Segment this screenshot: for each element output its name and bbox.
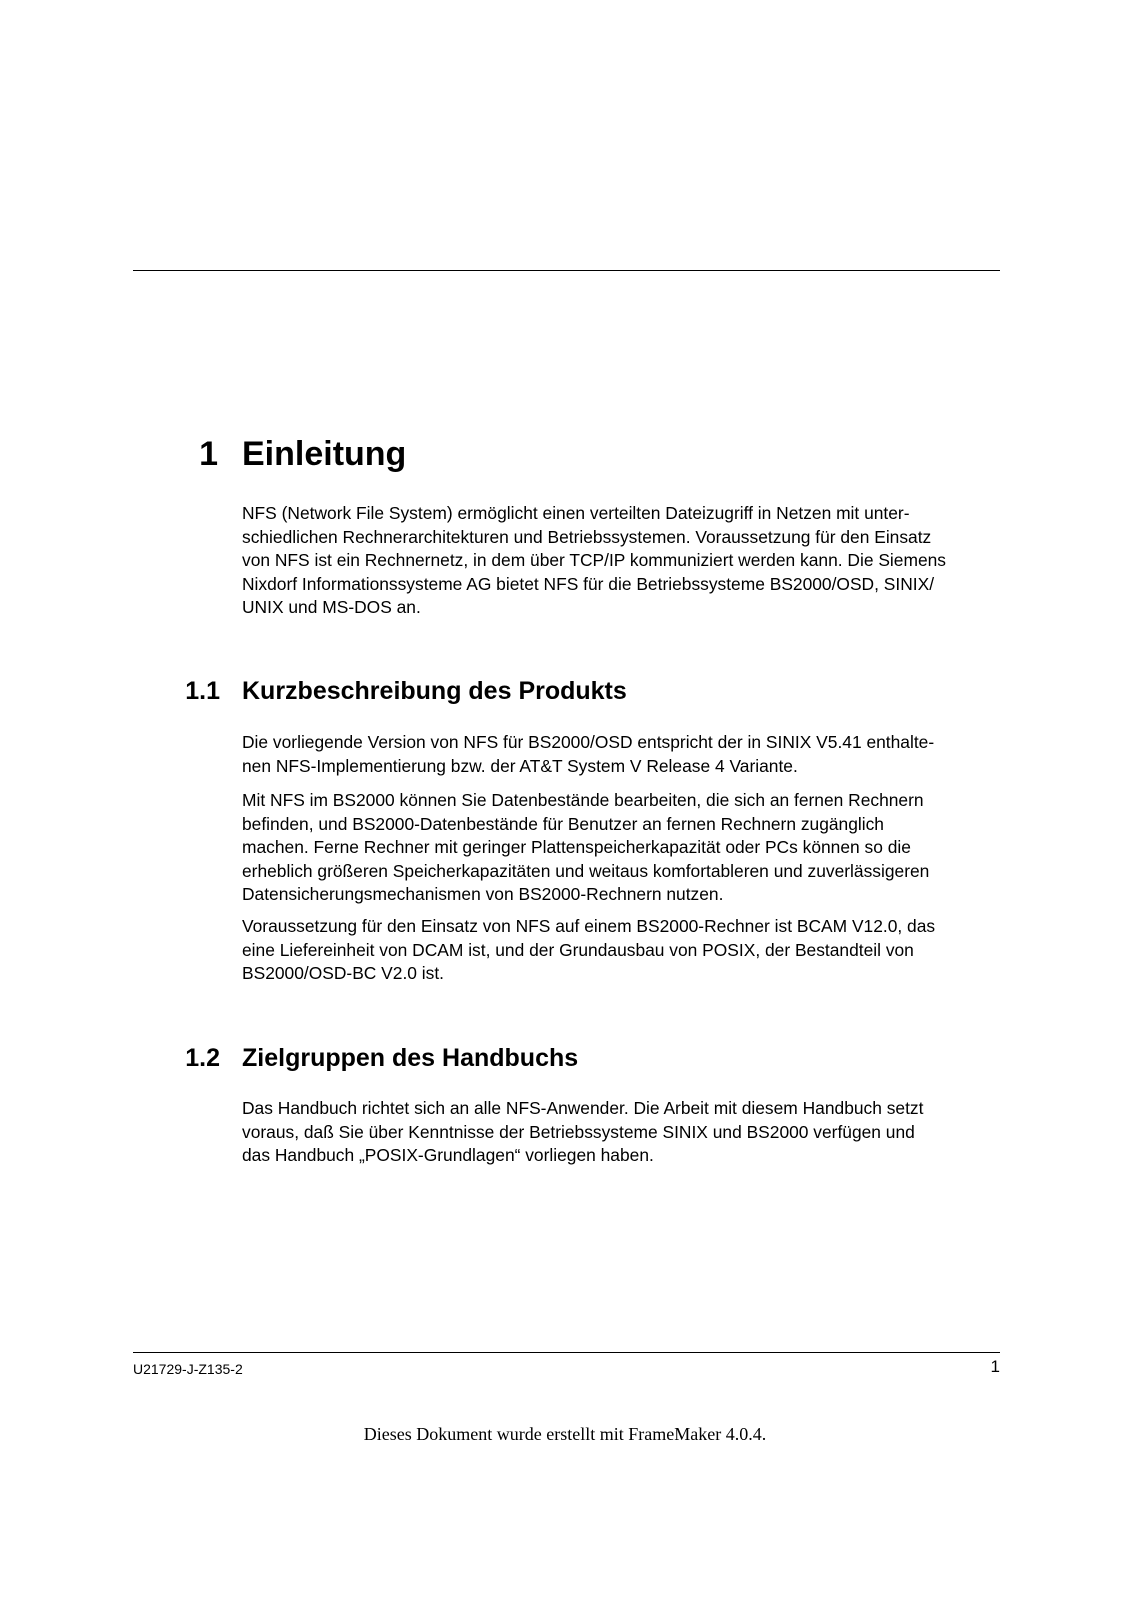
section-title: Zielgruppen des Handbuchs <box>242 1044 579 1072</box>
text-line: Voraussetzung für den Einsatz von NFS auf einem BS2000-Rechner ist BCAM V12.0, das <box>242 916 936 936</box>
text-line: erheblich größeren Speicherkapazitäten und weitaus komfortableren und zuverlässigeren <box>242 860 930 881</box>
text-line: Das Handbuch richtet sich an alle NFS-Anwender. Die Arbeit mit diesem Handbuch setzt <box>242 1098 924 1118</box>
text-line: Mit NFS im BS2000 können Sie Datenbestände bearbeiten, die sich an fernen Rechnern <box>242 790 924 810</box>
text-line: von NFS ist ein Rechnernetz, in dem über TCP/IP kommuniziert werden kann. Die Siemens <box>242 550 946 570</box>
footer-rule <box>133 1352 1000 1353</box>
chapter-number: 1 <box>199 435 218 473</box>
section-1-2-paragraph-1 <box>242 1097 1002 1168</box>
text-line: machen. Ferne Rechner mit geringer Plattenspeicherkapazität oder PCs können so die <box>242 837 911 857</box>
section-title: Kurzbeschreibung des Produkts <box>242 677 627 705</box>
section-number: 1.1 <box>185 677 220 705</box>
text-line: Die vorliegende Version von NFS für BS2000/OSD entspricht der in SINIX V5.41 enthalte- <box>242 732 935 752</box>
text-line: das Handbuch „POSIX-Grundlagen“ vorliegen haben. <box>242 1145 654 1165</box>
text-line: BS2000/OSD-BC V2.0 ist. <box>242 963 445 983</box>
text-line: nen NFS-Implementierung bzw. der AT&T System V Release 4 Variante. <box>242 755 798 776</box>
text-line: schiedlichen Rechnerarchitekturen und Betriebssystemen. Voraussetzung für den Einsatz <box>242 526 932 547</box>
colophon-note: Dieses Dokument wurde erstellt mit FrameMaker 4.0.4. <box>363 1424 767 1444</box>
text-line: Datensicherungsmechanismen von BS2000-Rechnern nutzen. <box>242 884 724 904</box>
text-line: UNIX und MS-DOS an. <box>242 597 421 617</box>
section-number: 1.2 <box>185 1044 220 1072</box>
section-1-1-paragraph-2 <box>242 789 1002 907</box>
text-line: voraus, daß Sie über Kenntnisse der Betriebssysteme SINIX und BS2000 verfügen und <box>242 1121 915 1142</box>
header-rule <box>133 270 1000 271</box>
text-line: eine Liefereinheit von DCAM ist, und der Grundausbau von POSIX, der Bestandteil von <box>242 939 914 960</box>
chapter-intro-paragraph <box>242 502 1002 620</box>
text-line: befinden, und BS2000-Datenbestände für Benutzer an fernen Rechnern zugänglich <box>242 813 884 834</box>
section-1-1-paragraph-1 <box>242 731 1002 778</box>
section-1-1-paragraph-3 <box>242 915 1002 986</box>
chapter-title: Einleitung <box>242 435 407 473</box>
footer-page-number: 1 <box>990 1357 1000 1376</box>
footer-document-code: U21729-J-Z135-2 <box>133 1361 243 1377</box>
text-line: NFS (Network File System) ermöglicht einen verteilten Dateizugriff in Netzen mit unter- <box>242 503 910 523</box>
text-line: Nixdorf Informationssysteme AG bietet NFS für die Betriebssysteme BS2000/OSD, SINIX/ <box>242 573 935 594</box>
